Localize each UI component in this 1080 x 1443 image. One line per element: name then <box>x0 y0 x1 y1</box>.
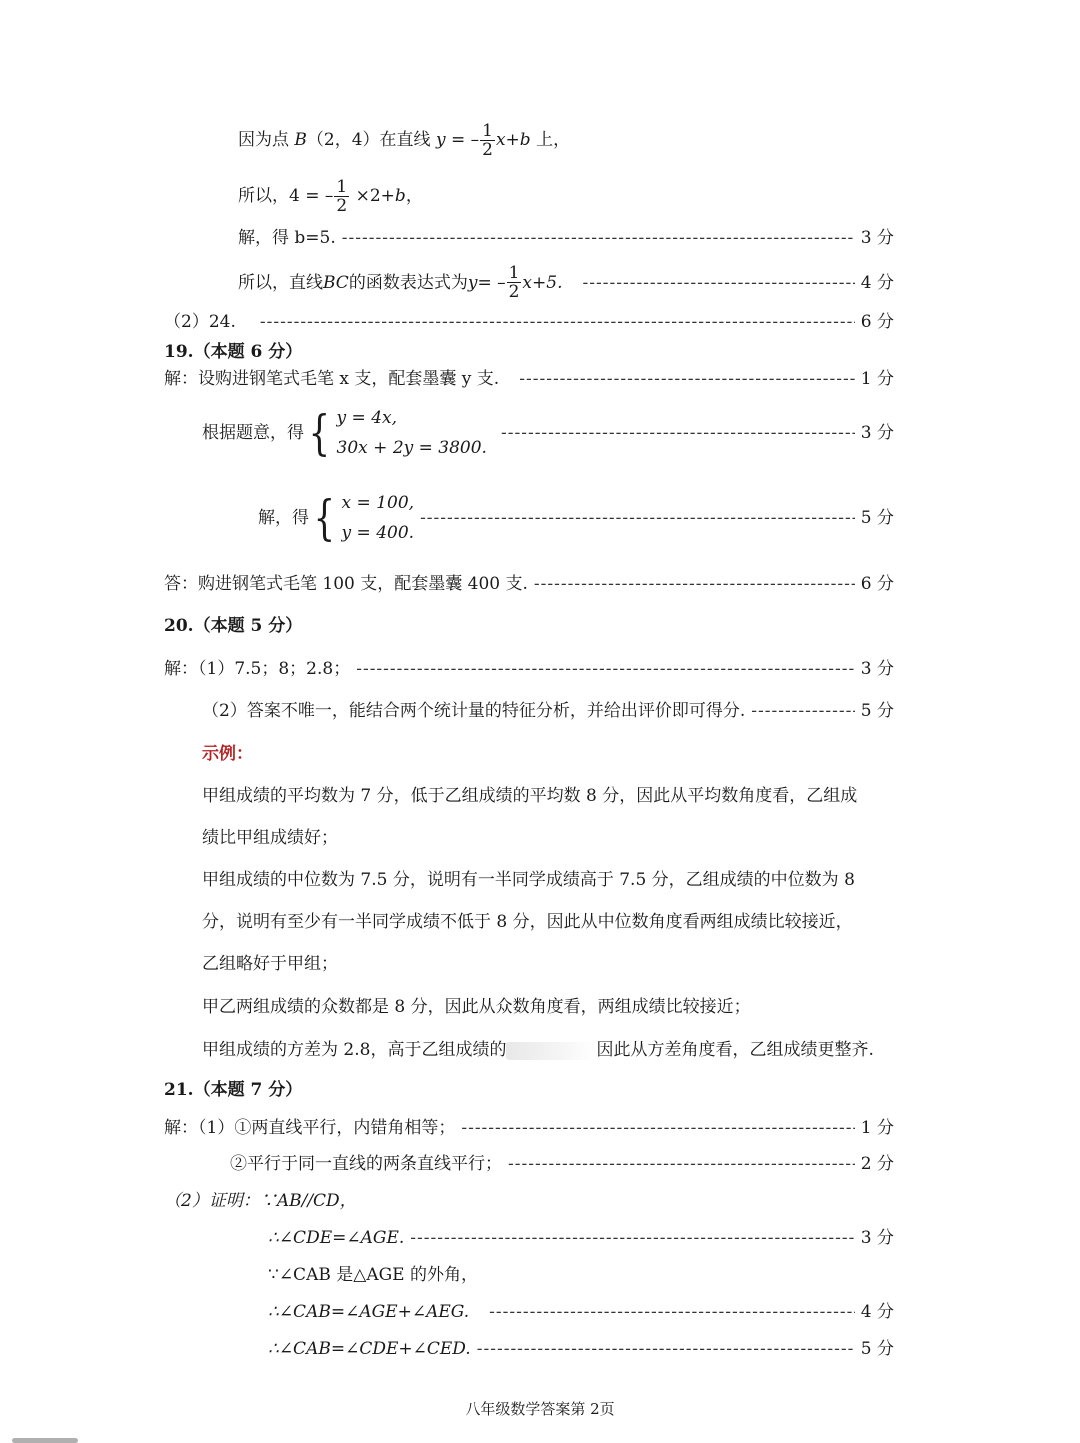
q18-part2 <box>164 310 894 334</box>
score-dots <box>420 506 855 530</box>
q21-line-2 <box>230 1152 894 1176</box>
equation: y = 400. <box>341 523 415 543</box>
score: 3 分 <box>860 423 894 443</box>
text: y <box>467 272 478 293</box>
text: 解：（1）①两直线平行，内错角相等； <box>164 1118 456 1138</box>
q18-line-4 <box>238 264 894 301</box>
brace-icon: { <box>313 490 335 546</box>
q20-heading: 20.（本题 5 分） <box>164 616 303 636</box>
score-dots <box>477 1337 855 1361</box>
text: ②平行于同一直线的两条直线平行； <box>230 1154 502 1174</box>
fraction <box>480 122 495 159</box>
q20-para-4 <box>202 1038 874 1062</box>
denominator: 2 <box>508 282 520 302</box>
text: ， <box>405 186 423 206</box>
q20-para-3: 甲乙两组成绩的众数都是 8 分，因此从众数角度看，两组成绩比较接近； <box>202 997 751 1017</box>
score: 5 分 <box>860 508 894 528</box>
text: 所以，直线 <box>238 272 323 293</box>
text: 解：设购进钢笔式毛笔 x 支，配套墨囊 y 支. <box>164 369 500 389</box>
text: x+b <box>495 130 531 150</box>
q19-heading: 19.（本题 6 分） <box>164 342 303 362</box>
page-footer: 八年级数学答案第 2页 <box>465 1400 615 1418</box>
text: 因为点 <box>238 130 295 150</box>
fraction <box>334 178 349 215</box>
score-dots <box>519 367 855 391</box>
q20-para-1b: 绩比甲组成绩好； <box>202 828 338 848</box>
q19-line-2 <box>202 403 894 463</box>
example-label: 示例： <box>202 744 253 764</box>
text: 甲组成绩的方差为 2.8，高于乙组成绩的 <box>202 1040 507 1060</box>
text: 答：购进钢笔式毛笔 100 支，配套墨囊 400 支. <box>164 574 528 594</box>
numerator: 1 <box>336 177 348 197</box>
score-dots <box>501 421 855 445</box>
score-dots <box>489 1300 855 1324</box>
text: B <box>294 130 307 150</box>
score-dots <box>260 310 855 334</box>
q20-para-2b: 分，说明有至少有一半同学成绩不低于 8 分，因此从中位数角度看两组成绩比较接近， <box>202 912 853 932</box>
q21-line-4 <box>268 1226 894 1250</box>
text: 的函数表达式为 <box>348 272 468 293</box>
text: （2）答案不唯一，能结合两个统计量的特征分析，并给出评价即可得分. <box>202 701 746 721</box>
text: 因此从方差角度看，乙组成绩更整齐. <box>596 1040 874 1060</box>
text: ∴∠CAB=∠AGE+∠AEG. <box>268 1302 470 1322</box>
q19-line-3 <box>258 488 894 548</box>
text: x+5. <box>522 272 563 293</box>
text: 解：（1）7.5；8；2.8； <box>164 659 351 679</box>
text: ×2+ <box>350 186 395 206</box>
q21-heading: 21.（本题 7 分） <box>164 1080 303 1100</box>
score-dots <box>582 271 854 295</box>
q20-para-1a: 甲组成绩的平均数为 7 分，低于乙组成绩的平均数 8 分，因此从平均数角度看，乙组成 <box>202 786 858 806</box>
q21-line-3: （2）证明：∵AB//CD， <box>164 1191 357 1211</box>
score: 5 分 <box>860 701 894 721</box>
denominator: 2 <box>336 196 348 216</box>
text: = – <box>477 272 506 293</box>
equation: y = 4x, <box>336 408 398 428</box>
equation: x = 100, <box>341 493 415 513</box>
score-dots <box>461 1116 854 1140</box>
equation-system <box>304 403 487 463</box>
score-dots <box>410 1226 855 1250</box>
score-dots <box>508 1152 855 1176</box>
q20-line-1 <box>164 657 894 681</box>
q19-answer <box>164 572 894 596</box>
q20-para-2a: 甲组成绩的中位数为 7.5 分，说明有一半同学成绩高于 7.5 分，乙组成绩的中位数为 8 <box>202 870 855 890</box>
q20-line-2 <box>202 699 894 723</box>
score-dots <box>534 572 855 596</box>
text: b <box>394 186 406 206</box>
score: 6 分 <box>860 574 894 594</box>
text: （2，4）在直线 <box>306 130 436 150</box>
scrollbar-thumb[interactable] <box>12 1438 78 1443</box>
equation: 30x + 2y = 3800. <box>336 438 487 458</box>
text: 所以，4 = – <box>238 186 334 206</box>
q18-line-1 <box>238 122 570 159</box>
score: 2 分 <box>860 1154 894 1174</box>
text: 根据题意，得 <box>202 423 304 443</box>
q21-line-5: ∵∠CAB 是△AGE 的外角， <box>268 1265 478 1285</box>
text: 上， <box>530 130 571 150</box>
score: 1 分 <box>860 1118 894 1138</box>
score-dots <box>356 657 855 681</box>
fraction <box>507 264 522 301</box>
text: ∴∠CAB=∠CDE+∠CED. <box>268 1339 471 1359</box>
score: 4 分 <box>860 272 894 293</box>
q18-line-3 <box>238 226 894 250</box>
q20-para-2c: 乙组略好于甲组； <box>202 954 338 974</box>
text: 解，得 <box>258 508 309 528</box>
score: 3 分 <box>860 228 894 248</box>
score: 3 分 <box>860 659 894 679</box>
solution-system <box>309 488 414 548</box>
blurred-region <box>506 1042 596 1060</box>
brace-icon: { <box>308 405 330 461</box>
score-dots <box>342 226 855 250</box>
score: 4 分 <box>860 1302 894 1322</box>
score: 1 分 <box>860 369 894 389</box>
score: 5 分 <box>860 1339 894 1359</box>
text: （2）24. <box>164 312 236 332</box>
text: ∴∠CDE=∠AGE. <box>268 1228 405 1248</box>
q21-line-1 <box>164 1116 894 1140</box>
text: = – <box>445 130 480 150</box>
text: 解，得 b=5. <box>238 228 336 248</box>
score-dots <box>751 699 855 723</box>
text: y <box>435 130 446 150</box>
text: BC <box>323 272 349 293</box>
score: 3 分 <box>860 1228 894 1248</box>
q21-line-7 <box>268 1337 894 1361</box>
score: 6 分 <box>860 312 894 332</box>
q21-line-6 <box>268 1300 894 1324</box>
numerator: 1 <box>482 121 493 141</box>
q18-line-2 <box>238 178 423 215</box>
denominator: 2 <box>482 140 493 160</box>
numerator: 1 <box>508 263 520 283</box>
q19-line-1 <box>164 367 894 391</box>
